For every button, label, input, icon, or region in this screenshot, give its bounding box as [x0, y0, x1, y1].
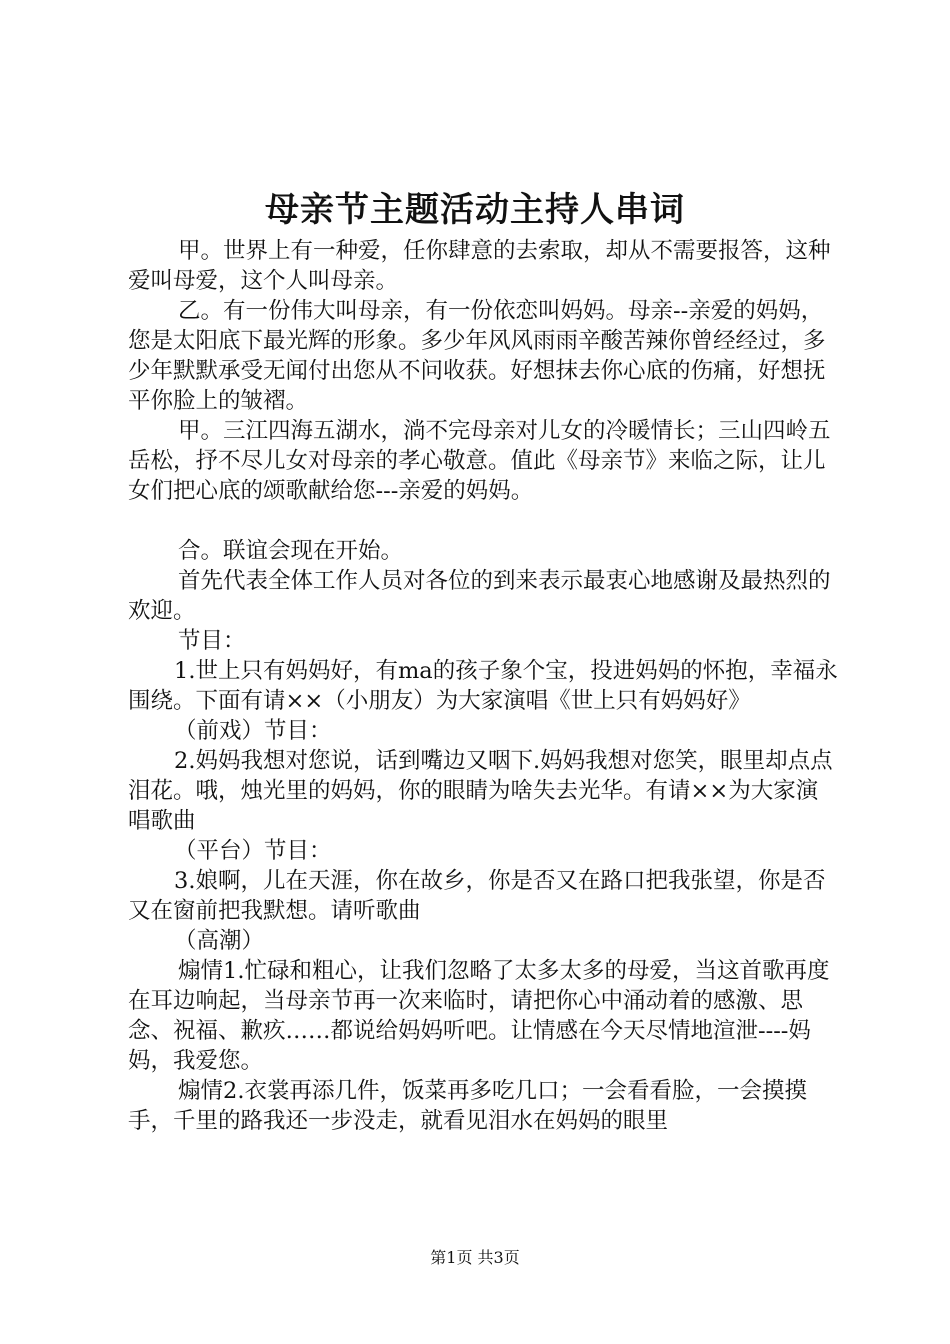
document-title: 母亲节主题活动主持人串词 — [265, 190, 685, 230]
paragraph-4: 合。联谊会现在开始。 — [178, 538, 404, 564]
paragraph-12: （高潮） — [174, 928, 265, 954]
page-footer: 第1页 共3页 — [430, 1248, 520, 1267]
paragraph-13: 煽情1.忙碌和粗心，让我们忽略了太多太多的母爱，当这首歌再度在耳边响起，当母亲节再一次来临时，请把你心中涌动着的感激、思念、祝福、歉疚……都说给妈妈听吧。让情感在今天尽情地渲泄----妈妈，我爱您。 — [128, 958, 830, 1074]
paragraph-6: 节目： — [178, 628, 246, 654]
blank-line — [128, 506, 838, 536]
document-body — [128, 236, 838, 1136]
paragraph-2: 乙。有一份伟大叫母亲，有一份依恋叫妈妈。母亲--亲爱的妈妈，您是太阳底下最光辉的形象。多少年风风雨雨辛酸苦辣你曾经经过，多少年默默承受无闻付出您从不问收获。好想抹去你心底的伤痛，好想抚平你脸上的皱褶。 — [128, 298, 826, 414]
program-item-1: 1.世上只有妈妈好，有ma的孩子象个宝，投进妈妈的怀抱，幸福永围绕。下面有请××（小朋友）为大家演唱《世上只有妈妈好》 — [128, 658, 838, 714]
program-item-3: 3.娘啊，儿在天涯，你在故乡，你是否又在路口把我张望，你是否又在窗前把我默想。请听歌曲 — [128, 868, 826, 924]
paragraph-8: （前戏）节目： — [174, 718, 332, 744]
paragraph-10: （平台）节目： — [174, 838, 332, 864]
paragraph-3: 甲。三江四海五湖水，淌不完母亲对儿女的冷暖情长；三山四岭五岳松，抒不尽儿女对母亲的孝心敬意。值此《母亲节》来临之际，让儿女们把心底的颂歌献给您---亲爱的妈妈。 — [128, 418, 831, 504]
paragraph-5: 首先代表全体工作人员对各位的到来表示最衷心地感谢及最热烈的欢迎。 — [128, 568, 831, 624]
paragraph-14: 煽情2.衣裳再添几件，饭菜再多吃几口；一会看看脸，一会摸摸手，千里的路我还一步没走，就看见泪水在妈妈的眼里 — [128, 1078, 807, 1134]
program-item-2: 2.妈妈我想对您说，话到嘴边又咽下.妈妈我想对您笑，眼里却点点泪花。哦，烛光里的妈妈，你的眼睛为啥失去光华。有请××为大家演唱歌曲 — [128, 748, 833, 834]
paragraph-1: 甲。世界上有一种爱，任你肆意的去索取，却从不需要报答，这种爱叫母爱，这个人叫母亲。 — [128, 238, 831, 294]
